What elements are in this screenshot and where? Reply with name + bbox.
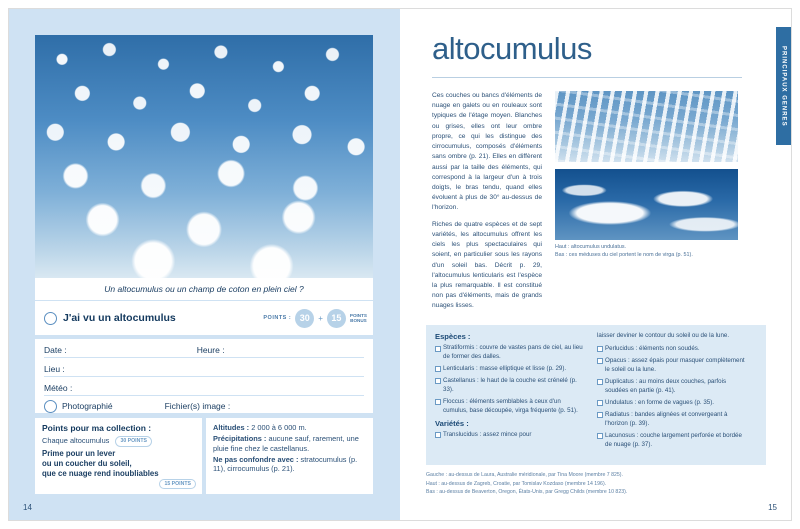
form-row-date[interactable] — [44, 339, 364, 358]
varieties-heading: Variétés : — [435, 418, 469, 428]
page-title: altocumulus — [432, 31, 592, 66]
precipitations-label: Précipitations : — [213, 434, 267, 444]
sighting-claim-label: J'ai vu un altocumulus — [63, 312, 176, 324]
species-column-right — [597, 332, 749, 453]
altocumulus-sky-image — [35, 35, 373, 278]
fichier-label: Fichier(s) image : — [164, 401, 231, 411]
species-column-left — [435, 332, 587, 453]
cloud-facts-panel — [206, 418, 373, 494]
variety-item: Perlucidus : éléments non soudés. — [597, 345, 749, 354]
species-heading: Espèces : — [435, 332, 471, 341]
virga-sky-image — [555, 169, 738, 240]
collection-line1-points: 30 POINTS — [115, 436, 152, 447]
body-paragraph-2: Riches de quatre espèces et de sept variétés, les altocumulus offrent les ciels les plus spectaculaires qui soient, en particulier sous les rayons d'un soleil bas. Décrit p. 29, l'altocumulus lenticularis est l'espèce la plus remarquable. Il est constitué non pas d'éléments, mais de grands nuages lisses. — [432, 220, 542, 310]
main-cloud-photo — [35, 35, 373, 278]
folio-left: 14 — [23, 503, 32, 512]
photo-altocumulus-undulatus — [555, 91, 738, 162]
photographie-checkbox[interactable] — [44, 400, 57, 413]
main-photo-caption — [35, 278, 373, 300]
folio-right: 15 — [768, 503, 777, 512]
confusion-label: Ne pas confondre avec : — [213, 454, 299, 464]
altitudes-label: Altitudes : — [213, 423, 250, 432]
sighting-claim-row[interactable] — [35, 300, 373, 335]
sighting-checkbox[interactable] — [44, 312, 57, 325]
variety-item: Translucidus : assez mince pour — [435, 431, 587, 440]
credit-line: Haut : au-dessus de Zagreb, Croatie, par Tomislav Kozdaso (membre 14 196). — [426, 480, 607, 487]
photo-caption-bottom: Bas : ces méduses du ciel portent le nom de virga (p. 51). — [555, 252, 693, 259]
title-divider — [432, 77, 742, 78]
species-columns — [435, 332, 757, 453]
collection-line2: Prime pour un lever — [42, 448, 116, 458]
collection-line1 — [42, 436, 195, 447]
collection-line3: ou un coucher du soleil, — [42, 458, 132, 468]
collection-line1-text: Chaque altocumulus — [42, 436, 110, 446]
form-row-meteo[interactable] — [44, 377, 364, 396]
precipitations-row — [213, 434, 366, 453]
points-bonus-note: POINTS BONUS — [349, 312, 367, 323]
variety-item: Opacus : assez épais pour masquer complètement le soleil ou la lune. — [597, 357, 749, 375]
collection-points-panel — [35, 418, 202, 494]
meteo-label: Météo : — [44, 383, 73, 393]
points-area — [263, 309, 373, 328]
species-item: Floccus : éléments semblables à ceux d'un cumulus, base découpée, virga fréquente (p. 51). — [435, 398, 587, 416]
species-item: Castellanus : le haut de la couche est crénelé (p. 33). — [435, 377, 587, 395]
section-tab-label: PRINCIPAUX GENRES — [780, 45, 787, 127]
species-item: Stratiformis : couvre de vastes pans de ciel, au lieu de former des dalles. — [435, 344, 587, 362]
species-varieties-box — [426, 325, 766, 465]
form-row-lieu[interactable] — [44, 358, 364, 377]
variety-item: Undulatus : en forme de vagues (p. 35). — [597, 399, 749, 408]
body-text-column — [432, 91, 542, 318]
photo-virga — [555, 169, 738, 240]
main-photo-caption-text: Un altocumulus ou un champ de coton en plein ciel ? — [104, 284, 304, 294]
collection-line4: que ce nuage rend inoubliables — [42, 468, 159, 478]
book-spread — [8, 8, 792, 521]
variety-item: Lacunosus : couche largement perforée et bordée de nuage (p. 37). — [597, 432, 749, 450]
plus-icon: + — [318, 313, 323, 323]
points-bonus-badge: 15 — [327, 309, 346, 328]
photo-caption-top: Haut : altocumulus undulatus. — [555, 244, 627, 250]
variety-item: Duplicatus : au moins deux couches, parfois soudées en partie (p. 41). — [597, 378, 749, 396]
body-paragraph-1: Ces couches ou bancs d'éléments de nuage en galets ou en rouleaux sont typiques de l'étage moyen. Blanches ou grises, elles ont leur ombre propre, ce qui les distingue des cirrocumulus, composés d'éléments sans ombre (p. 21). Elles en diffèrent aussi par la taille des éléments, qui correspond à la largeur d'un à trois doigts, le bras tendu, quand elles évoluent à plus de 30° au-dessus de l'horizon. — [432, 92, 542, 212]
collection-panel-title: Points pour ma collection : — [42, 423, 152, 433]
confusion-value: stratocumulus (p. 11), cirrocumulus (p. 21). — [213, 454, 358, 473]
variety-item: Radiatus : bandes alignées et convergeant à l'horizon (p. 39). — [597, 411, 749, 429]
species-item: Lenticularis : masse elliptique et lisse (p. 29). — [435, 365, 587, 374]
collection-line4-points: 15 POINTS — [159, 479, 196, 489]
photographie-label: Photographié — [62, 401, 113, 411]
sighting-form — [35, 339, 373, 413]
form-row-photo[interactable] — [44, 396, 364, 416]
photo-captions — [555, 243, 743, 259]
altitudes-row — [213, 423, 366, 432]
heure-label: Heure : — [196, 345, 225, 355]
left-page — [9, 9, 400, 520]
photo-credits — [426, 471, 766, 497]
bottom-panels — [35, 418, 373, 494]
lieu-label: Lieu : — [44, 364, 65, 374]
section-tab — [776, 27, 791, 145]
variety-continuation: laisser deviner le contour du soleil ou de la lune. — [597, 332, 730, 339]
credit-line: Gauche : au-dessus de Laura, Australie méridionale, par Tina Moore (membre 7 825). — [426, 472, 623, 478]
altitudes-value: 2 000 à 6 000 m. — [251, 423, 307, 432]
confusion-row — [213, 455, 366, 474]
right-page — [400, 9, 791, 520]
points-label: POINTS : — [263, 315, 292, 321]
precipitations-value: aucune sauf, rarement, une pluie fine chez le castellanus. — [213, 434, 359, 453]
date-label: Date : — [44, 345, 67, 355]
credit-line: Bas : au-dessus de Beaverton, Oregon, États-Unis, par Gregg Childs (membre 10 823). — [426, 489, 628, 496]
points-base-badge: 30 — [295, 309, 314, 328]
undulatus-sky-image — [555, 91, 738, 162]
